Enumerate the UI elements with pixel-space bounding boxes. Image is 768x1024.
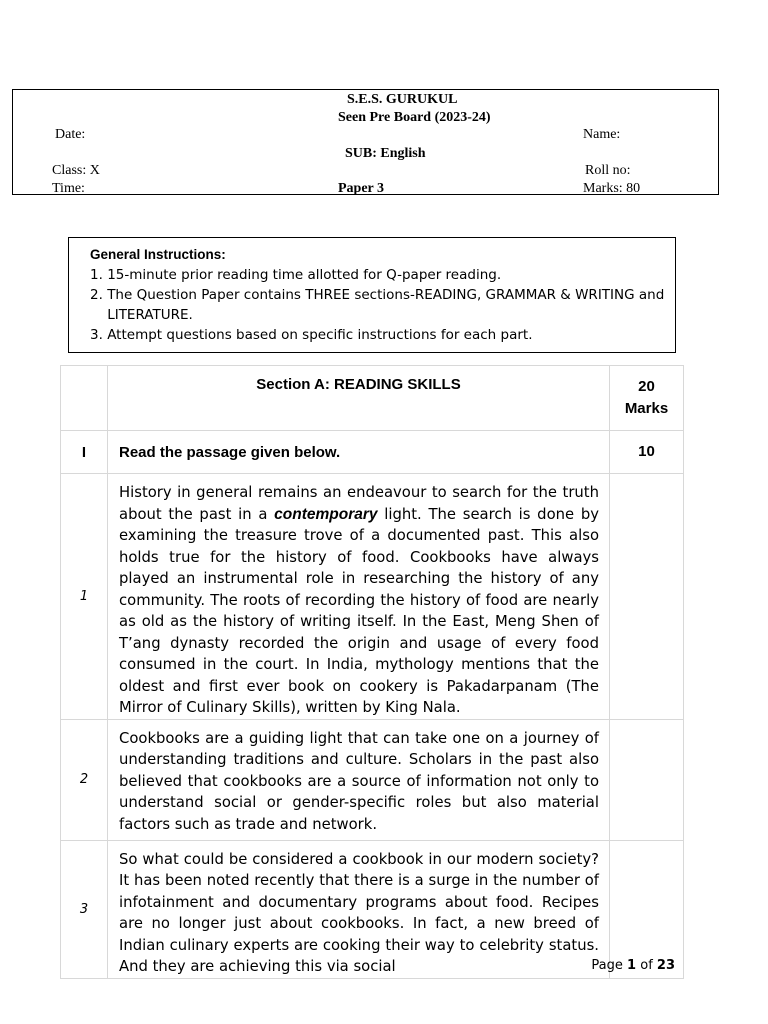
paragraph-number: 3 [61, 840, 108, 978]
marks-label: Marks: 80 [583, 181, 641, 196]
school-name: S.E.S. GURUKUL [347, 92, 458, 107]
instruction-number: 3. [90, 327, 103, 343]
paragraph-text-start: History in general remains an endeavour to search for the truth about the past in a [119, 484, 599, 523]
of-word: of [640, 958, 653, 973]
paper-label: Paper 3 [338, 181, 385, 196]
section-marks-number: 20 [638, 378, 655, 395]
general-instructions-box [68, 237, 676, 353]
page-total: 23 [656, 958, 675, 973]
instruction-text: The Question Paper contains THREE sections-READING, GRAMMAR & WRITING and LITERATURE. [107, 287, 665, 323]
paragraph-number: 2 [61, 719, 108, 840]
page-number: 1 [627, 958, 637, 973]
instruction-item [90, 325, 665, 345]
question-marks: 10 [610, 431, 684, 474]
question-row [61, 431, 684, 474]
instruction-text: Attempt questions based on specific instructions for each part. [107, 327, 533, 343]
instruction-item [90, 285, 665, 325]
emphasized-word: contemporary [274, 505, 378, 523]
empty-cell [610, 719, 684, 840]
name-label: Name: [583, 127, 621, 142]
instructions-title: General Instructions: [90, 247, 226, 262]
empty-cell [61, 366, 108, 431]
question-table [60, 365, 684, 979]
exam-title: Seen Pre Board (2023-24) [338, 110, 491, 125]
time-label: Time: [52, 181, 85, 196]
question-number: I [61, 431, 108, 474]
paragraph-row [61, 474, 684, 720]
page-word: Page [591, 958, 623, 973]
question-instruction: Read the passage given below. [108, 431, 610, 474]
paragraph-text-end: light. The search is done by examining the treasure trove of a documented past. This also holds true for the history of food. Cookbooks have always played an instrumental role in researching the history of any community. The roots of recording the history of food are nearly as old as the history of writing itself. In the East, Meng Shen of T’ang dynasty recorded the origin and usage of every food consumed in the court. In India, mythology mentions that the oldest and first ever book on cookery is Pakadarpanam (The Mirror of Culinary Skills), written by King Nala. [119, 505, 599, 716]
section-marks-word: Marks [624, 400, 669, 417]
class-label: Class: X [52, 163, 100, 178]
section-title: Section A: READING SKILLS [108, 366, 610, 431]
exam-header-box [12, 89, 719, 195]
subject-label: SUB: English [345, 146, 426, 161]
section-header-row [61, 366, 684, 431]
instruction-number: 1. [90, 267, 103, 283]
paragraph-text: Cookbooks are a guiding light that can take one on a journey of understanding traditions and culture. Scholars in the past also believed that cookbooks are a source of information not only to understand social or gender-specific roles but also material factors such as trade and network. [108, 719, 610, 840]
paragraph-row [61, 719, 684, 840]
paragraph-text: So what could be considered a cookbook in our modern society? It has been noted recently that there is a surge in the number of infotainment and documentary programs about food. Recipes are no longer just about cookbooks. In fact, a new breed of Indian culinary experts are cooking their way to celebrity status. And they are achieving this via social [108, 840, 610, 978]
instruction-item [90, 265, 665, 285]
section-marks [610, 366, 684, 431]
instruction-text: 15-minute prior reading time allotted for Q-paper reading. [107, 267, 502, 283]
paragraph-text [108, 474, 610, 720]
paragraph-number: 1 [61, 474, 108, 720]
roll-number-label: Roll no: [585, 163, 631, 178]
instruction-number: 2. [90, 287, 103, 303]
page-footer [591, 958, 675, 973]
empty-cell [610, 474, 684, 720]
date-label: Date: [55, 127, 86, 142]
paragraph-row [61, 840, 684, 978]
